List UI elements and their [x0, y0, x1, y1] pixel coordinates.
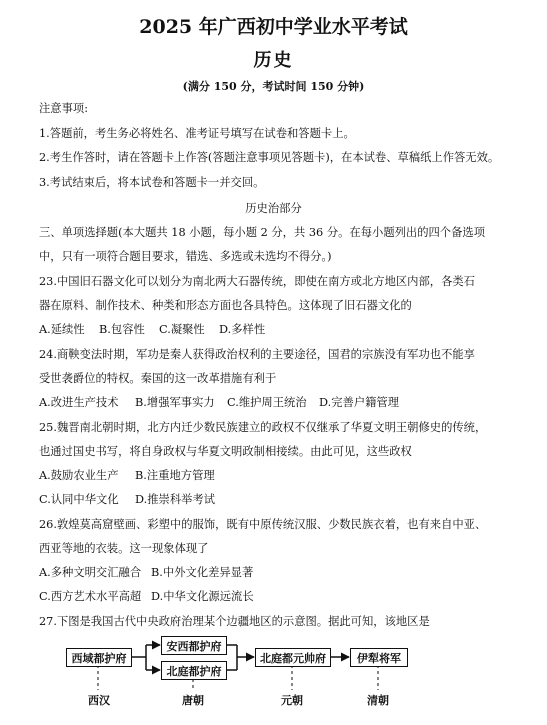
option-b: B.包容性 [99, 323, 145, 336]
era-label: 清朝 [367, 694, 389, 707]
option-c: C.凝聚性 [159, 323, 205, 336]
question-stem: 26.敦煌莫高窟壁画、彩塑中的服饰，既有中原传统汉服、少数民族衣着，也有来自中亚、 [39, 518, 487, 531]
section-instruction: 中，只有一项符合题目要求，错选、多选或未选均不得分。) [39, 250, 332, 263]
question-stem: 25.魏晋南北朝时期，北方内迁少数民族建立的政权不仅继承了华夏文明王朝修史的传统， [39, 421, 487, 434]
option-a: A.改进生产技术 [39, 396, 119, 409]
option-c: C.西方艺术水平高超 [39, 590, 142, 603]
exam-title: 2025 年广西初中学业水平考试 [139, 16, 408, 38]
option-d: D.完善户籍管理 [319, 396, 400, 409]
question-stem: 23.中国旧石器文化可以划分为南北两大石器传统，即使在南方或北方地区内部，各类石 [39, 275, 475, 288]
era-label: 元朝 [281, 694, 303, 707]
diagram-box-anxi: 安西都护府 [161, 636, 227, 655]
question-stem: 西亚等地的衣装。这一现象体现了 [39, 542, 209, 555]
option-b: B.注重地方管理 [135, 469, 215, 482]
option-b: B.中外文化差异显著 [151, 566, 254, 579]
exam-note: (满分 150 分，考试时间 150 分钟) [182, 80, 365, 93]
option-c: C.维护周王统治 [227, 396, 307, 409]
option-d: D.推崇科举考试 [135, 493, 216, 506]
era-label: 唐朝 [182, 694, 204, 707]
question-stem: 器在原料、制作技术、种类和形态方面也各具特色。这体现了旧石器文化的 [39, 299, 412, 312]
exam-subject: 历史 [253, 50, 294, 71]
option-b: B.增强军事实力 [135, 396, 215, 409]
diagram-box-beiting-yuanshuai: 北庭都元帅府 [255, 648, 331, 667]
diagram-box-xiyu: 西域都护府 [66, 648, 132, 667]
question-stem: 27.下图是我国古代中央政府治理某个边疆地区的示意图。据此可知，该地区是 [39, 615, 430, 628]
section-title: 历史治部分 [245, 202, 302, 215]
option-d: D.中华文化源远流长 [151, 590, 254, 603]
notice-heading: 注意事项: [39, 102, 88, 115]
diagram-box-yili: 伊犁将军 [350, 648, 408, 667]
question-stem: 受世袭爵位的特权。秦国的这一改革措施有利于 [39, 372, 277, 385]
diagram-box-beiting: 北庭都护府 [161, 661, 227, 680]
section-instruction: 三、单项选择题(本大题共 18 小题，每小题 2 分，共 36 分。在每小题列出的四个备选项 [39, 226, 485, 239]
era-label: 西汉 [88, 694, 110, 707]
notice-item: 3.考试结束后，将本试卷和答题卡一并交回。 [39, 176, 265, 189]
question-stem: 也通过国史书写，将自身政权与华夏文明政制相接续。由此可见，这些政权 [39, 445, 412, 458]
option-a: A.延续性 [39, 323, 85, 336]
option-d: D.多样性 [219, 323, 266, 336]
option-c: C.认同中华文化 [39, 493, 119, 506]
option-a: A.鼓励农业生产 [39, 469, 119, 482]
question-stem: 24.商鞅变法时期，军功是秦人获得政治权利的主要途径，国君的宗族没有军功也不能享 [39, 348, 475, 361]
option-a: A.多种文明交汇融合 [39, 566, 142, 579]
notice-item: 2.考生作答时，请在答题卡上作答(答题注意事项见答题卡)，在本试卷、草稿纸上作答无效。 [39, 151, 500, 164]
notice-item: 1.答题前，考生务必将姓名、准考证号填写在试卷和答题卡上。 [39, 127, 355, 140]
